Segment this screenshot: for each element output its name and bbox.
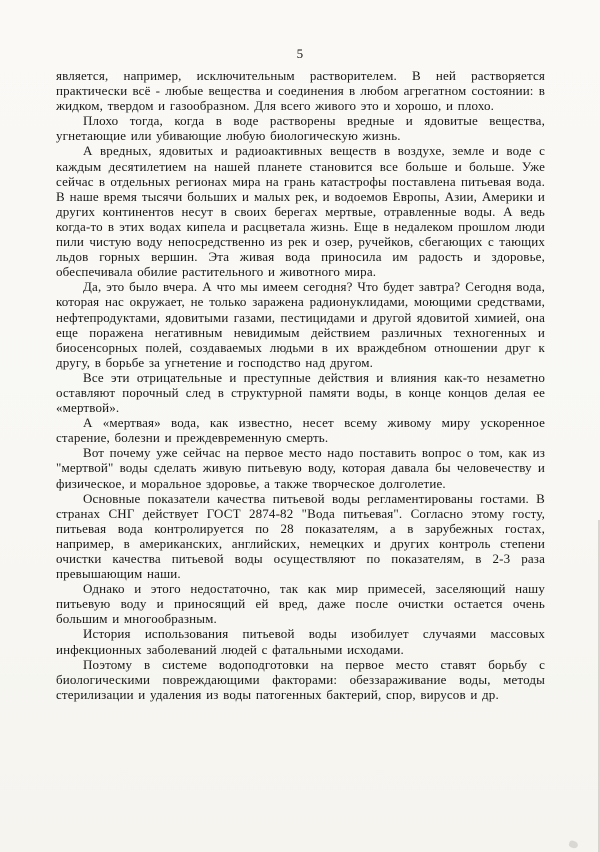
paragraph: А «мертвая» вода, как известно, несет всему живому миру ускоренное старение, болезни и преждевременную смерть. <box>56 415 545 446</box>
paragraph: Вот почему уже сейчас на первое место надо поставить вопрос о том, как из "мертвой" воды сделать живую питьевую воду, которая давала бы человечеству и физическое, и моральное здоровье, а также творческое долголетие. <box>56 445 545 491</box>
paragraph: Основные показатели качества питьевой воды регламентированы гостами. В странах СНГ действует ГОСТ 2874-82 "Вода питьевая". Согласно этому госту, питьевая вода контролируется по 28 показателям, а в зарубежных гостах, например, в американских, английских, немецких и других контроль степени очистки качества питьевой воды осуществляют по показателям, в 2-3 раза превышающим наши. <box>56 490 545 582</box>
scan-smudge-artifact <box>568 840 579 849</box>
paragraph: Да, это было вчера. А что мы имеем сегодня? Что будет завтра? Сегодня вода, которая нас окружает, не только заражена радионуклидами, моющими средствами, нефтепродуктами, ядовитыми газами, пестицидами и другой ядовитой химией, она еще поражена негативным невидимым действием различных техногенных и биосенсорных полей, создаваемых людьми в их враждебном отношении друг к другу, в борьбе за угнетение и господство над другом. <box>56 279 545 370</box>
paragraph: является, например, исключительным растворителем. В ней растворяется практически всё - любые вещества и соединения в любом агрегатном состоянии: в жидком, твердом и газообразном. Для всего живого это и хорошо, и плохо. <box>56 68 545 114</box>
body-text <box>56 68 545 702</box>
paragraph: Все эти отрицательные и преступные действия и влияния как-то незаметно оставляют порочный след в структурной памяти воды, в конце концов делая ее «мертвой». <box>56 369 545 416</box>
page-number: 5 <box>296 46 304 61</box>
paragraph: Плохо тогда, когда в воде растворены вредные и ядовитые вещества, угнетающие или убивающие любую биологическую жизнь. <box>56 113 545 144</box>
paragraph: История использования питьевой воды изобилует случаями массовых инфекционных заболеваний людей с фатальными исходами. <box>56 626 545 657</box>
paragraph: А вредных, ядовитых и радиоактивных веществ в воздухе, земле и воде с каждым десятилетием на нашей планете становится все больше и больше. Уже сейчас в отдельных регионах мира на грань катастрофы поставлена питьевая вода. В наше время тысячи больших и малых рек, и водоемов Европы, Азии, Америки и других континентов несут в своих берегах мертвые, отравленные воды. А ведь когда-то в этих водах кипела и расцветала жизнь. Еще в недалеком прошлом люди пили чистую воду непосредственно из рек и озер, ручейков, сбегающих с тающих льдов горных вершин. Эта живая вода приносила им радость и здоровье, обеспечивала обилие растительного и животного мира. <box>56 143 545 280</box>
paragraph: Однако и этого недостаточно, так как мир примесей, заселяющий нашу питьевую воду и приносящий ей вред, даже после очистки остается очень большим и многообразным. <box>56 581 545 627</box>
paragraph: Поэтому в системе водоподготовки на первое место ставят борьбу с биологическими повреждающими факторами: обеззараживание воды, методы стерилизации и удаления из воды патогенных бактерий, спор, вирусов и др. <box>56 656 545 702</box>
